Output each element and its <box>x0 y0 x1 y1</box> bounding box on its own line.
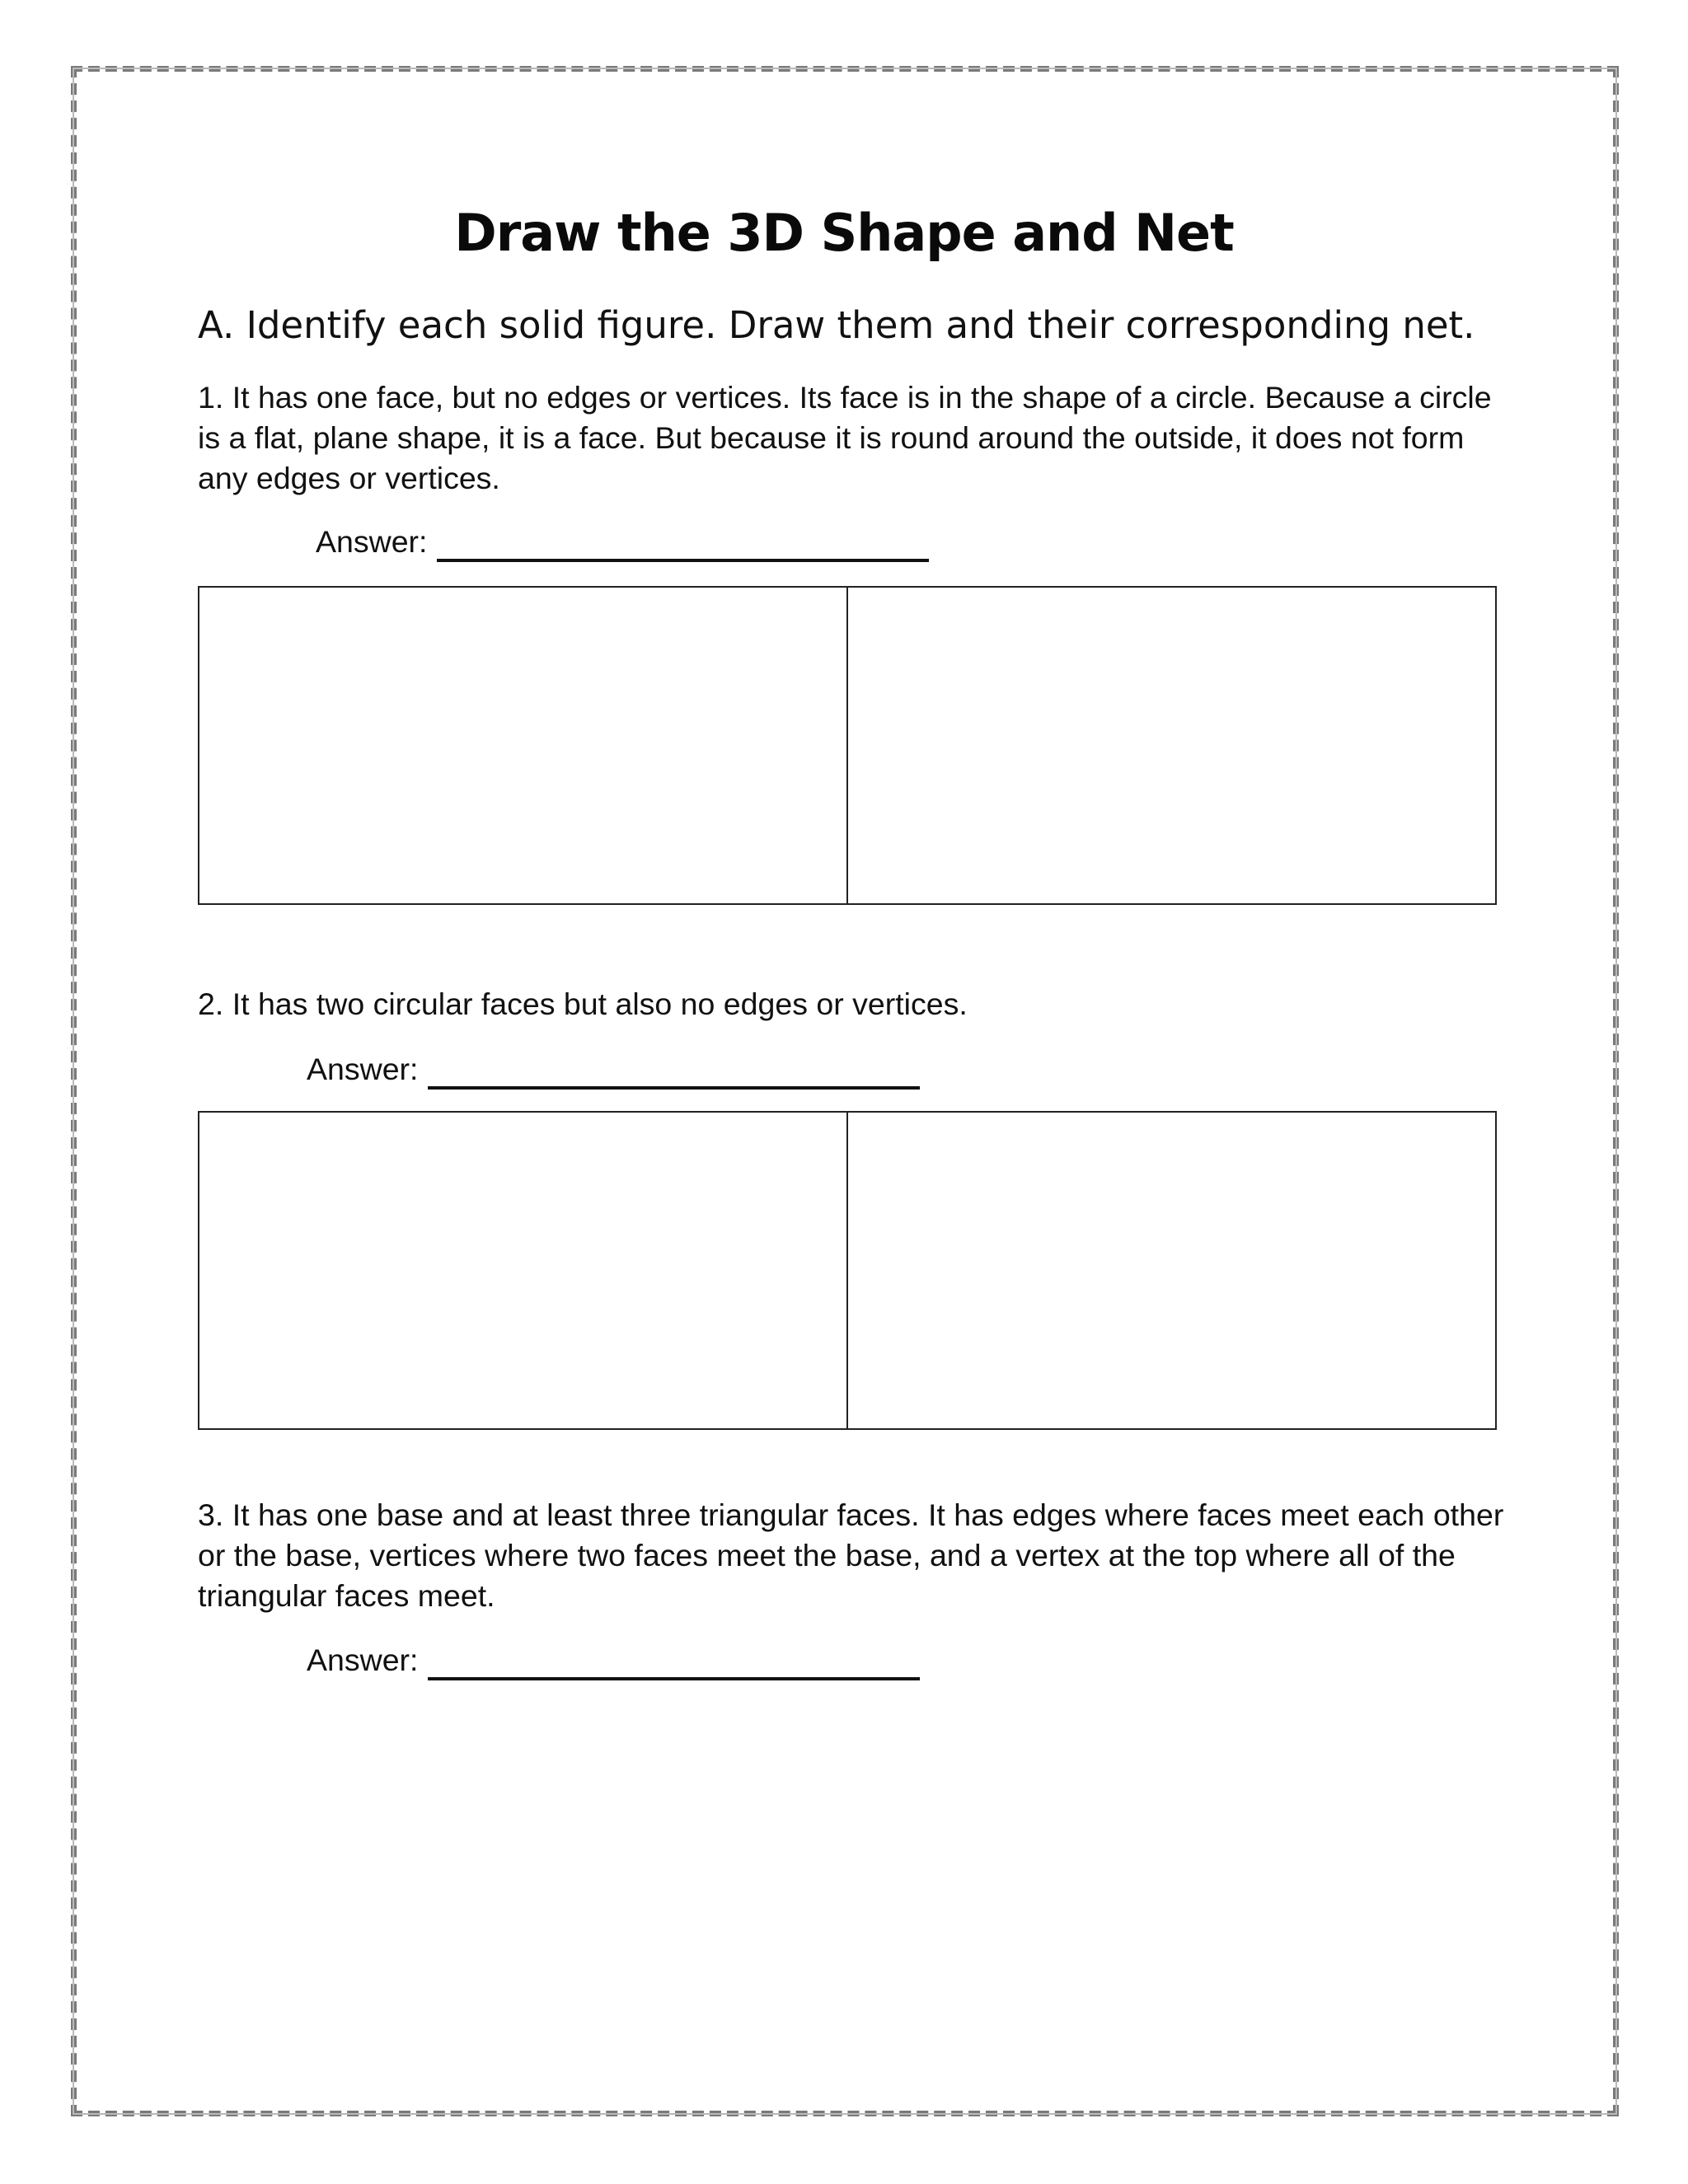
answer-label: Answer: <box>307 1643 419 1677</box>
shape-drawing-box-1[interactable] <box>199 588 848 903</box>
answer-label: Answer: <box>316 524 428 559</box>
answer-field-3[interactable] <box>428 1644 920 1680</box>
worksheet-title: Draw the 3D Shape and Net <box>454 203 1234 263</box>
shape-drawing-box-2[interactable] <box>199 1113 848 1428</box>
answer-row-2 <box>307 1048 920 1090</box>
answer-field-2[interactable] <box>428 1053 920 1090</box>
page-border <box>71 66 1619 2116</box>
net-drawing-box-2[interactable] <box>848 1113 1495 1428</box>
answer-row-3 <box>307 1639 920 1680</box>
question-1-text: 1. It has one face, but no edges or vertices. Its face is in the shape of a circle. Because a circle is a flat, plane shape, it is a face. But because it is round around the outside, it does not form any edges or vertices. <box>198 380 1492 495</box>
drawing-area-2 <box>198 1111 1497 1430</box>
section-heading: A. Identify each solid figure. Draw them and their corresponding net. <box>198 303 1475 347</box>
question-2-text: 2. It has two circular faces but also no edges or vertices. <box>198 987 968 1021</box>
answer-label: Answer: <box>307 1052 419 1086</box>
drawing-area-1 <box>198 586 1497 905</box>
answer-field-1[interactable] <box>437 526 929 562</box>
question-3-text: 3. It has one base and at least three triangular faces. It has edges where faces meet each other or the base, vertices where two faces meet the base, and a vertex at the top where all of the triangular faces meet. <box>198 1497 1504 1613</box>
net-drawing-box-1[interactable] <box>848 588 1495 903</box>
answer-row-1 <box>316 521 929 562</box>
